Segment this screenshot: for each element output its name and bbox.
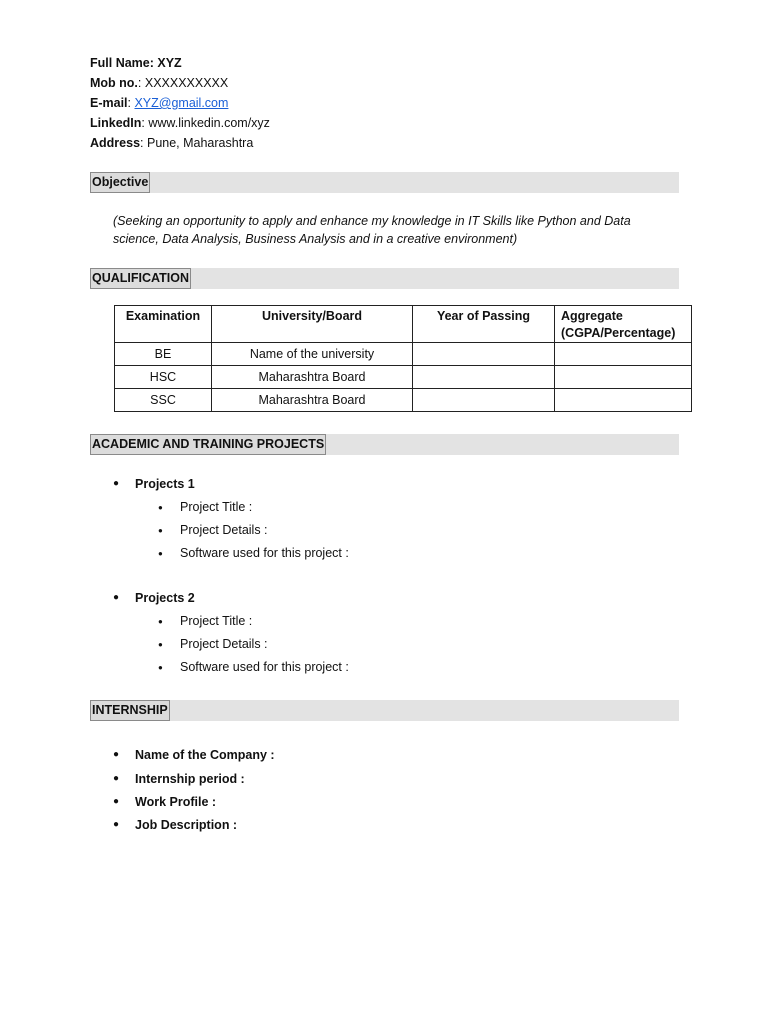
project-2-item-software: Software used for this project :: [180, 660, 349, 674]
email-row: [90, 93, 270, 113]
internship-job-description: Job Description :: [135, 818, 238, 832]
list-item: [158, 637, 268, 651]
table-header-year: Year of Passing: [413, 306, 555, 343]
address-row: [90, 133, 270, 153]
qualification-table: [114, 305, 692, 412]
table-cell: SSC: [115, 389, 212, 412]
project-1-item-title: Project Title :: [180, 500, 253, 514]
project-2-item-title: Project Title :: [180, 614, 253, 628]
linkedin-label: LinkedIn: [90, 116, 142, 130]
address-label: Address: [90, 136, 141, 150]
table-row: [115, 343, 692, 366]
qualification-section-bar: [90, 268, 679, 289]
project-1-item-software: Software used for this project :: [180, 546, 349, 560]
list-item: [113, 748, 275, 762]
table-cell: [413, 389, 555, 412]
mobile-value: : XXXXXXXXXX: [137, 76, 229, 90]
project-2-item-details: Project Details :: [180, 637, 268, 651]
objective-section-bar: [90, 172, 679, 193]
email-separator: :: [127, 96, 135, 110]
table-cell: [555, 389, 692, 412]
qualification-heading: QUALIFICATION: [90, 268, 191, 289]
table-header-examination: Examination: [115, 306, 212, 343]
table-header-aggregate: Aggregate (CGPA/Percentage): [555, 306, 692, 343]
table-row: [115, 366, 692, 389]
project-1-item-details: Project Details :: [180, 523, 268, 537]
linkedin-row: [90, 113, 270, 133]
email-link[interactable]: XYZ@gmail.com: [134, 96, 229, 110]
projects-heading: ACADEMIC AND TRAINING PROJECTS: [90, 434, 326, 455]
linkedin-value: : www.linkedin.com/xyz: [141, 116, 270, 130]
table-header-row: [115, 306, 692, 343]
email-label: E-mail: [90, 96, 128, 110]
internship-heading: INTERNSHIP: [90, 700, 170, 721]
project-1-title: Projects 1: [135, 477, 195, 491]
list-item: [113, 795, 216, 809]
table-cell: BE: [115, 343, 212, 366]
mobile-row: [90, 73, 270, 93]
internship-period: Internship period :: [135, 772, 245, 786]
objective-text: (Seeking an opportunity to apply and enhance my knowledge in IT Skills like Python and Data science, Data Analysis, Business Analysis and in a creative environment): [113, 214, 631, 246]
list-item: [113, 772, 245, 786]
table-cell: HSC: [115, 366, 212, 389]
table-cell: Name of the university: [212, 343, 413, 366]
project-title-item: [113, 591, 195, 605]
internship-company: Name of the Company :: [135, 748, 275, 762]
full-name-row: [90, 53, 270, 73]
project-title-item: [113, 477, 195, 491]
objective-heading: Objective: [90, 172, 150, 193]
list-item: [113, 818, 237, 832]
table-cell: Maharashtra Board: [212, 366, 413, 389]
list-item: [158, 660, 349, 674]
table-cell: Maharashtra Board: [212, 389, 413, 412]
address-value: : Pune, Maharashtra: [140, 136, 254, 150]
list-item: [158, 546, 349, 560]
list-item: [158, 614, 252, 628]
table-row: [115, 389, 692, 412]
projects-section-bar: [90, 434, 679, 455]
mobile-label: Mob no.: [90, 76, 138, 90]
internship-work-profile: Work Profile :: [135, 795, 217, 809]
project-2-title: Projects 2: [135, 591, 195, 605]
internship-section-bar: [90, 700, 679, 721]
table-cell: [555, 366, 692, 389]
list-item: [158, 500, 252, 514]
table-header-university: University/Board: [212, 306, 413, 343]
table-cell: [413, 366, 555, 389]
table-cell: [555, 343, 692, 366]
table-cell: [413, 343, 555, 366]
list-item: [158, 523, 268, 537]
contact-block: [90, 53, 270, 153]
full-name: Full Name: XYZ: [90, 56, 182, 70]
